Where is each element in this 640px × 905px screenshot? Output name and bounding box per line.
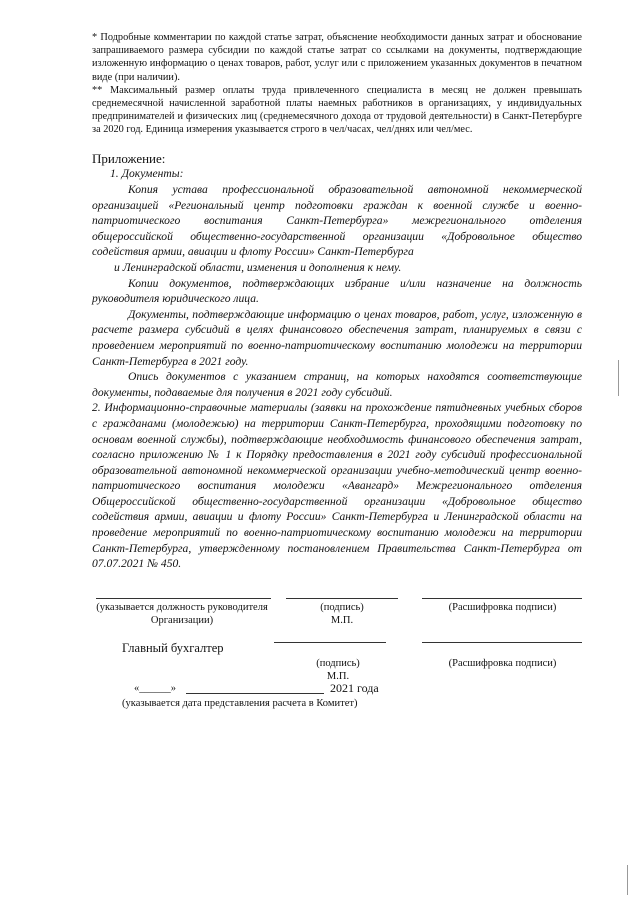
appendix-paragraph-charter-cont: и Ленинградской области, изменения и дополнения к нему. xyxy=(114,260,402,274)
position-line xyxy=(96,598,271,599)
footnote-1: * Подробные комментарии по каждой статье затрат, объяснение необходимости данных затрат и обоснование запрашиваемого размера субсидии по каждой статье затрат со ссылками на документы, подтверждающие изложенную информацию о ценах товаров, работ, услуг или с приложением указанных документов в печатном виде (при наличии). xyxy=(92,32,582,83)
signature-label: (подпись) xyxy=(320,602,364,613)
position-label: (указывается должность руководителя Организации) xyxy=(96,602,268,626)
appendix-paragraph-prices: Документы, подтверждающие информацию о ценах товаров, работ, услуг, изложенную в расчете размера субсидий в целях финансового обеспечения затрат, планируемых в связи с проведением мероприятий по военно-патриотическому воспитанию молодежи на территории Санкт-Петербурга в 2021 году. xyxy=(92,307,582,368)
date-day: «______» xyxy=(134,683,176,694)
accountant-signature-line xyxy=(274,642,386,643)
decode-line xyxy=(422,598,582,599)
appendix-paragraph-materials: 2. Информационно-справочные материалы (заявки на прохождение пятидневных учебных сборов с гражданами (молодежью) на территории Санкт-Петербурга, проходящими подготовку по основам военной службы), подтверждающие необходимость финансового обеспечения затрат, согласно приложению № 1 к Порядку предоставления в 2021 году субсидий профессиональной образовательной автономной некоммерческой организации учебно-методический центр военно-патриотического воспитания молодежи «Авангард» Межрегионального отделения Общероссийской общественно-государственной организации «Добровольное общество содействия армии, авиации и флоту России» Санкт-Петербурга и Ленинградской области на проведение мероприятий по военно-патриотическому воспитанию молодежи на территории Санкт-Петербурга, утвержденному постановлением Правительства Санкт-Петербурга от 07.07.2021 № 450. xyxy=(92,401,582,571)
stamp-label: М.П. xyxy=(330,615,354,626)
date-label: (указывается дата представления расчета в Комитет) xyxy=(122,698,358,709)
accountant-signature-label: (подпись) xyxy=(316,658,360,669)
appendix-title: Приложение: xyxy=(92,151,166,166)
accountant-decode-line xyxy=(422,642,582,643)
decode-label: (Расшифровка подписи) xyxy=(448,602,557,613)
appendix-paragraph-charter: Копия устава профессиональной образовательной автономной некоммерческой организацией «Региональный центр подготовки граждан к военной службе и военно-патриотического воспитания Санкт-Петербурга» межрегионального отделения общероссийской общественно-государственной организации «Добровольное общество содействия армии, авиации и флоту России» Санкт-Петербурга xyxy=(92,183,582,259)
footnotes xyxy=(92,31,582,137)
date-year: 2021 года xyxy=(330,681,379,695)
appendix-paragraph-appointment: Копии документов, подтверждающих избрание и/или назначение на должность руководителя юридического лица. xyxy=(92,276,582,306)
scan-edge-mark xyxy=(618,360,619,396)
appendix-body xyxy=(92,182,582,572)
accountant-stamp-label: М.П. xyxy=(326,671,350,682)
signature-line xyxy=(286,598,398,599)
footnote-2: ** Максимальный размер оплаты труда привлеченного специалиста в месяц не должен превышать среднемесячной начисленной заработной платы наемных работников в организациях, у индивидуальных предпринимателей и физических лиц (среднемесячного дохода от трудовой деятельности) в Санкт-Петербурге за 2020 год. Единица измерения указывается строго в чел/часах, чел/днях или чел/мес. xyxy=(92,84,582,136)
accountant-decode-label: (Расшифровка подписи) xyxy=(448,658,557,669)
date-month-line xyxy=(186,693,324,694)
appendix-paragraph-inventory: Опись документов с указанием страниц, на которых находятся соответствующие документы, подаваемые для получения в 2021 году субсидий. xyxy=(92,370,582,399)
scan-edge-mark xyxy=(627,865,628,895)
appendix-item-1-label: 1. Документы: xyxy=(110,167,184,180)
chief-accountant-label: Главный бухгалтер xyxy=(122,641,224,655)
